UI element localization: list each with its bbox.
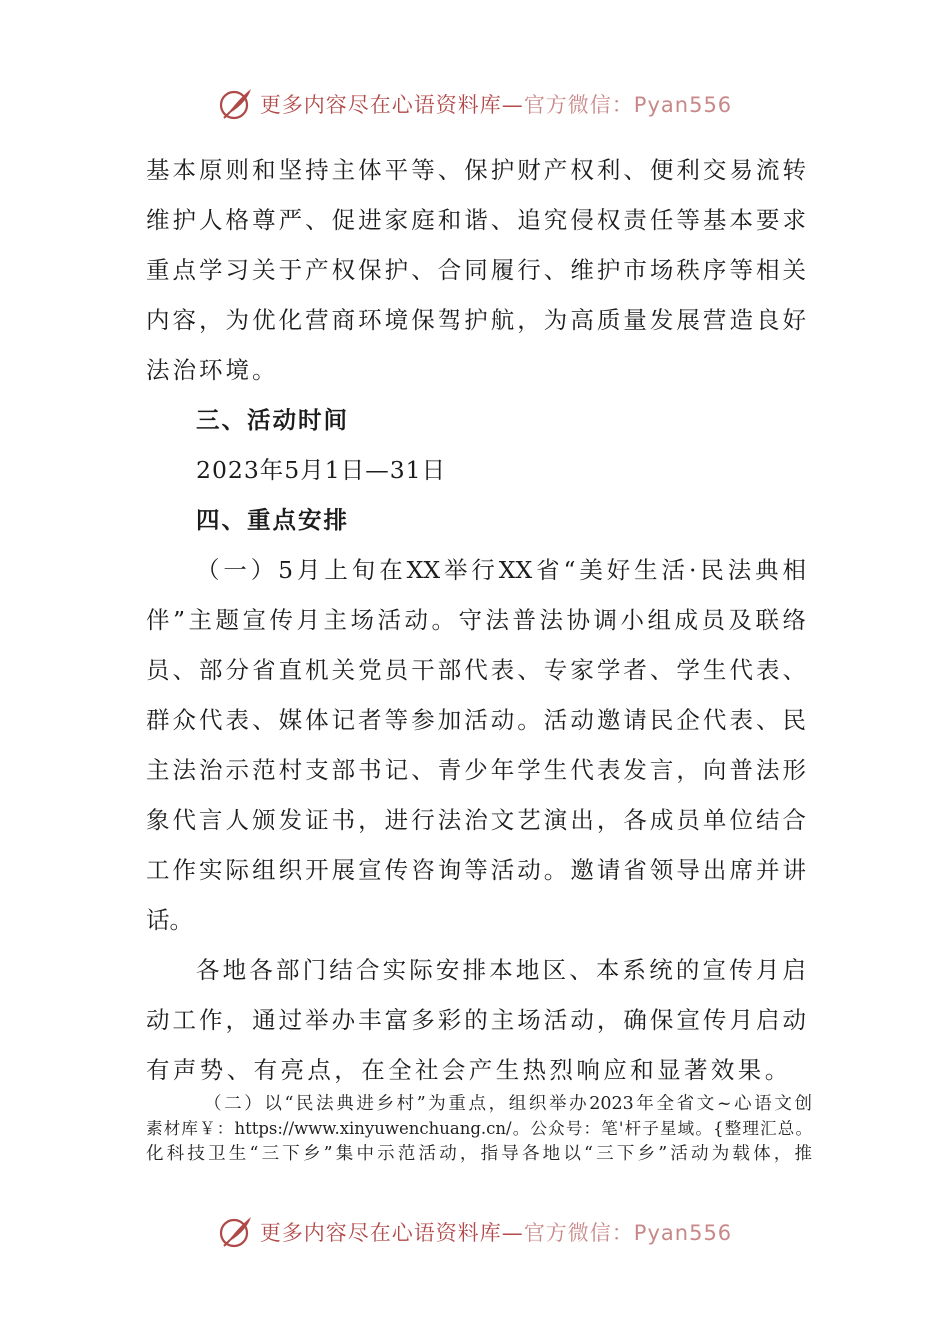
footer-wechat: 官方微信：Pyan556 — [523, 1221, 733, 1245]
body-line: 群众代表、媒体记者等参加活动。活动邀请民企代表、民 — [146, 706, 806, 734]
body-line: 伴”主题宣传月主场活动。守法普法协调小组成员及联络 — [146, 606, 806, 634]
body-line: 有声势、有亮点，在全社会产生热烈响应和显著效果。 — [146, 1056, 792, 1084]
footer-text: 更多内容尽在心语资料库— — [259, 1221, 524, 1245]
header-watermark — [0, 84, 950, 124]
quill-logo-icon — [218, 1214, 254, 1250]
body-line: 内容，为优化营商环境保驾护航，为高质量发展营造良好 — [146, 306, 806, 334]
body-line: 各地各部门结合实际安排本地区、本系统的宣传月启 — [196, 956, 806, 984]
body-line: 工作实际组织开展宣传咨询等活动。邀请省领导出席并讲 — [146, 856, 806, 884]
body-line: 重点学习关于产权保护、合同履行、维护市场秩序等相关 — [146, 256, 806, 284]
section-heading: 三、活动时间 — [196, 406, 349, 434]
quill-logo-icon — [218, 86, 254, 122]
header-text: 更多内容尽在心语资料库— — [259, 93, 524, 117]
small-body-line: 素材库￥：https://www.xinyuwenchuang.cn/。公众号：笔'杆子星域。{整理汇总。 — [146, 1119, 812, 1138]
footer-watermark — [0, 1212, 950, 1252]
body-line: 动工作，通过举办丰富多彩的主场活动，确保宣传月启动 — [146, 1006, 806, 1034]
body-line: 话。 — [146, 906, 193, 934]
section-heading: 四、重点安排 — [196, 506, 349, 534]
body-line: 基本原则和坚持主体平等、保护财产权利、便利交易流转 — [146, 156, 806, 184]
small-body-line: 化科技卫生“三下乡”集中示范活动，指导各地以“三下乡”活动为载体，推 — [146, 1144, 812, 1164]
body-line: （一）5月上旬在XX举行XX省“美好生活·民法典相 — [196, 556, 806, 584]
body-line: 维护人格尊严、促进家庭和谐、追究侵权责任等基本要求 — [146, 206, 806, 234]
body-line: 主法治示范村支部书记、青少年学生代表发言，向普法形 — [146, 756, 806, 784]
body-line: 法治环境。 — [146, 356, 279, 384]
body-line: 象代言人颁发证书，进行法治文艺演出，各成员单位结合 — [146, 806, 806, 834]
header-wechat: 官方微信：Pyan556 — [523, 93, 733, 117]
small-body-line: （二）以“民法典进乡村”为重点，组织举办2023年全省文~心语文创 — [204, 1094, 812, 1114]
body-line: 员、部分省直机关党员干部代表、专家学者、学生代表、 — [146, 656, 806, 684]
body-line: 2023年5月1日—31日 — [196, 456, 447, 484]
